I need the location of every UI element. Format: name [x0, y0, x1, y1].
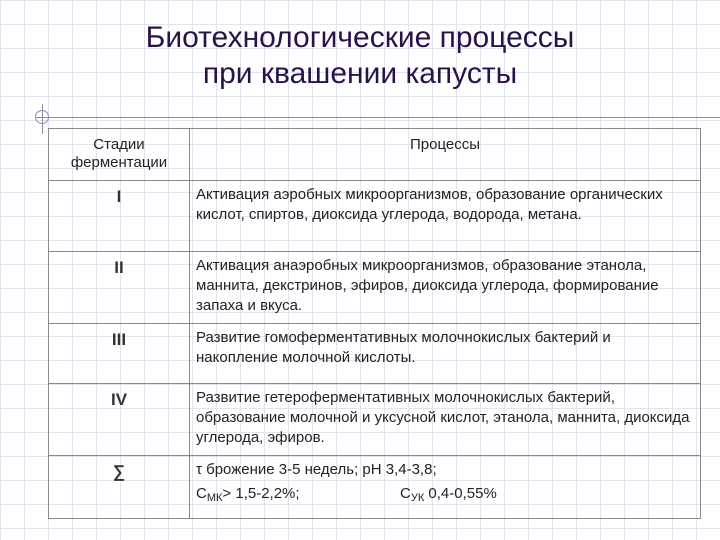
process-cell: Развитие гомоферментативных молочнокислых бактерий и накопление молочной кислоты. — [190, 324, 701, 384]
summary-sigma-cell: ∑ — [49, 456, 190, 519]
decorative-rule-horizontal — [36, 117, 720, 118]
summary-line-2 — [196, 484, 694, 508]
stage-cell: IV — [49, 384, 190, 456]
table-row — [49, 324, 701, 384]
table-row — [49, 252, 701, 324]
table-row — [49, 181, 701, 252]
fermentation-time-and-ph: брожение 3-5 недель; pH 3,4-3,8; — [201, 461, 437, 478]
process-cell: Развитие гетероферментативных молочнокислых бактерий, образование молочной и уксусной кислот, этанола, маннита, диоксида углерода, эфиров. — [190, 384, 701, 456]
header-stage — [49, 129, 190, 181]
tau-symbol: τ — [196, 461, 202, 478]
decorative-circle — [35, 110, 49, 124]
summary-cell — [190, 456, 701, 519]
summary-line-1 — [196, 460, 694, 480]
table-row — [49, 384, 701, 456]
title-line-2: при квашении капусты — [202, 57, 518, 90]
stage-cell: III — [49, 324, 190, 384]
header-processes: Процессы — [190, 129, 701, 181]
title-line-1: Биотехнологические процессы — [145, 21, 575, 54]
lactic-acid-concentration: $С_{МК}> 1,5-2,2\%$; — [196, 485, 300, 504]
fermentation-table — [48, 128, 701, 519]
acetic-acid-concentration: $С_{УК}$ 0,4-0,55% — [400, 485, 497, 504]
header-stage-line-1: Стадии — [93, 136, 145, 153]
summary-row — [49, 456, 701, 519]
header-stage-line-2: ферментации — [70, 154, 168, 171]
stage-cell: I — [49, 181, 190, 252]
table-header-row — [49, 129, 701, 181]
page-title — [60, 20, 660, 92]
process-cell: Активация анаэробных микроорганизмов, образование этанола, маннита, декстринов, эфиров, диоксида углерода, формирование запаха и вкуса. — [190, 252, 701, 324]
process-cell: Активация аэробных микроорганизмов, образование органических кислот, спиртов, диоксида углерода, водорода, метана. — [190, 181, 701, 252]
stage-cell: II — [49, 252, 190, 324]
